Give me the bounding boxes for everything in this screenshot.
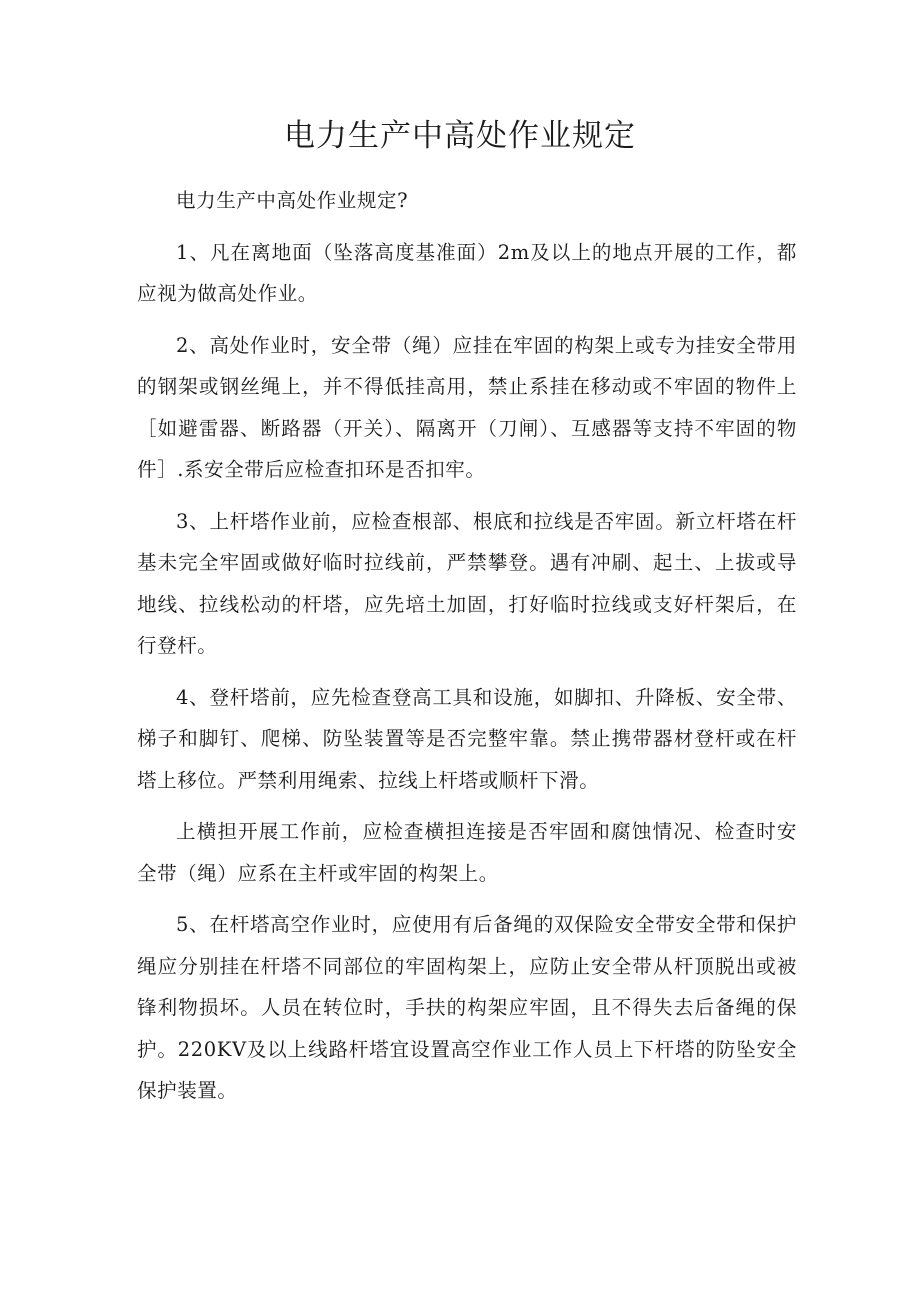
rule-paragraph-2: 2、高处作业时，安全带（绳）应挂在牢固的构架上或专为挂安全带用的钢架或钢丝绳上，并不得低挂高用，禁止系挂在移动或不牢固的物件上［如避雷器、断路器（开关）、隔离开（刀闸）、互感器等支持不牢固的物件］.系安全带后应检查扣环是否扣牢。: [137, 333, 797, 481]
intro-paragraph: 电力生产中高处作业规定?: [176, 189, 409, 212]
rule-paragraph-5: 5、在杆塔高空作业时，应使用有后备绳的双保险安全带安全带和保护绳应分别挂在杆塔不同部位的牢固构架上，应防止安全带从杆顶脱出或被锋利物损坏。人员在转位时，手扶的构架应牢固，且不得失去后备绳的保护。220KV及以上线路杆塔宜设置高空作业工作人员上下杆塔的防坠安全保护装置。: [137, 913, 797, 1102]
rule-paragraph-4: 4、登杆塔前，应先检查登高工具和设施，如脚扣、升降板、安全带、梯子和脚钉、爬梯、防坠装置等是否完整牢靠。禁止携带器材登杆或在杆塔上移位。严禁利用绳索、拉线上杆塔或顺杆下滑。: [137, 685, 797, 792]
crossarm-paragraph: 上横担开展工作前，应检查横担连接是否牢固和腐蚀情况、检查时安全带（绳）应系在主杆或牢固的构架上。: [137, 820, 797, 885]
document-title: 电力生产中高处作业规定: [284, 118, 636, 154]
document-body: [137, 180, 797, 1112]
rule-paragraph-1: 1、凡在离地面（坠落高度基准面）2m及以上的地点开展的工作，都应视为做高处作业。: [137, 240, 797, 305]
rule-paragraph-3: 3、上杆塔作业前，应检查根部、根底和拉线是否牢固。新立杆塔在杆基未完全牢固或做好临时拉线前，严禁攀登。遇有冲刷、起土、上拔或导地线、拉线松动的杆塔，应先培土加固，打好临时拉线或支好杆架后，在行登杆。: [137, 509, 797, 657]
